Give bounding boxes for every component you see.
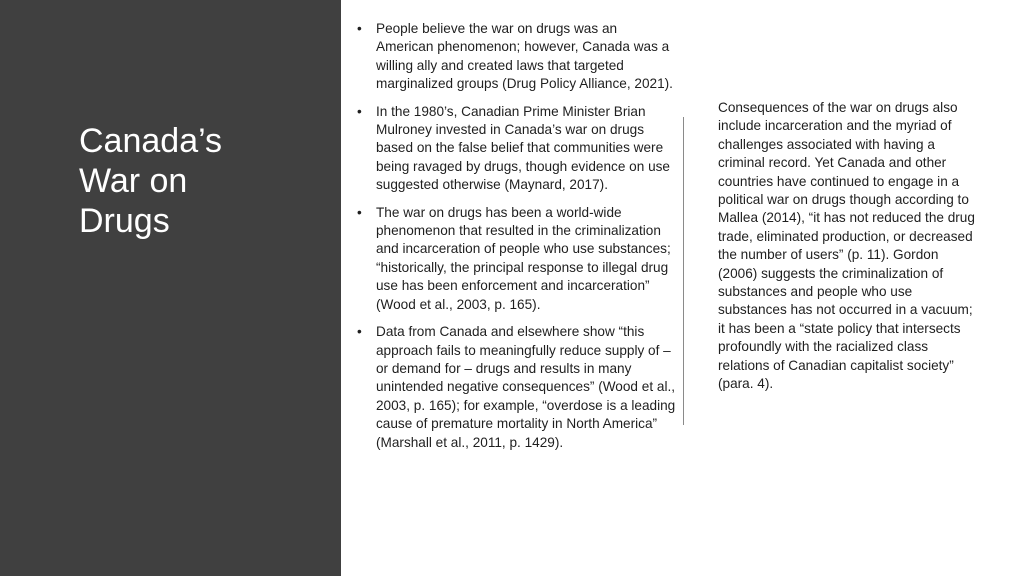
bullet-item (357, 103, 677, 195)
bullet-text: The war on drugs has been a world-wide phenomenon that resulted in the criminalization and incarceration of people who use substances; “historically, the principal response to illegal drug use has been enforcement and incarceration” (Wood et al., 2003, p. 165). (376, 204, 671, 312)
bullet-item (357, 323, 677, 452)
bullet-list (357, 20, 677, 461)
bullet-text: Data from Canada and elsewhere show “this approach fails to meaningfully reduce supply of – or demand for – drugs and results in many unintended negative consequences” (Wood et al., 2003, p. 165); for example, “overdose is a leading cause of premature mortality in North America” (Marshall et al., 2011, p. 1429). (376, 324, 676, 450)
bullet-item (357, 204, 677, 314)
title-panel (0, 0, 341, 576)
bullet-text: In the 1980’s, Canadian Prime Minister Brian Mulroney invested in Canada’s war on drugs based on the false belief that communities were being ravaged by drugs, though evidence on use suggested otherwise (Maynard, 2017). (376, 103, 670, 193)
bullet-dot-icon: • (357, 21, 362, 36)
consequences-paragraph: Consequences of the war on drugs also include incarceration and the myriad of challenges associated with having a criminal record. Yet Canada and other countries have continued to engage in a political war on drugs though according to Mallea (2014), “it has not reduced the drug trade, eliminated production, or decreased the number of users” (p. 11). Gordon (2006) suggests the criminalization of substances and people who use substances has not occurred in a vacuum; it has been a “state policy that intersects profoundly with the racialized class relations of Canadian capitalist society” (para. 4). (718, 100, 975, 392)
column-divider (683, 117, 684, 425)
bullet-text: People believe the war on drugs was an American phenomenon; however, Canada was a willing ally and created laws that targeted marginalized groups (Drug Policy Alliance, 2021). (376, 21, 673, 92)
bullet-dot-icon: • (357, 103, 362, 119)
bullet-dot-icon: • (357, 204, 362, 220)
bullet-dot-icon: • (357, 324, 362, 340)
bullet-item (357, 20, 677, 94)
slide-title: Canada’s War on Drugs (79, 122, 223, 240)
